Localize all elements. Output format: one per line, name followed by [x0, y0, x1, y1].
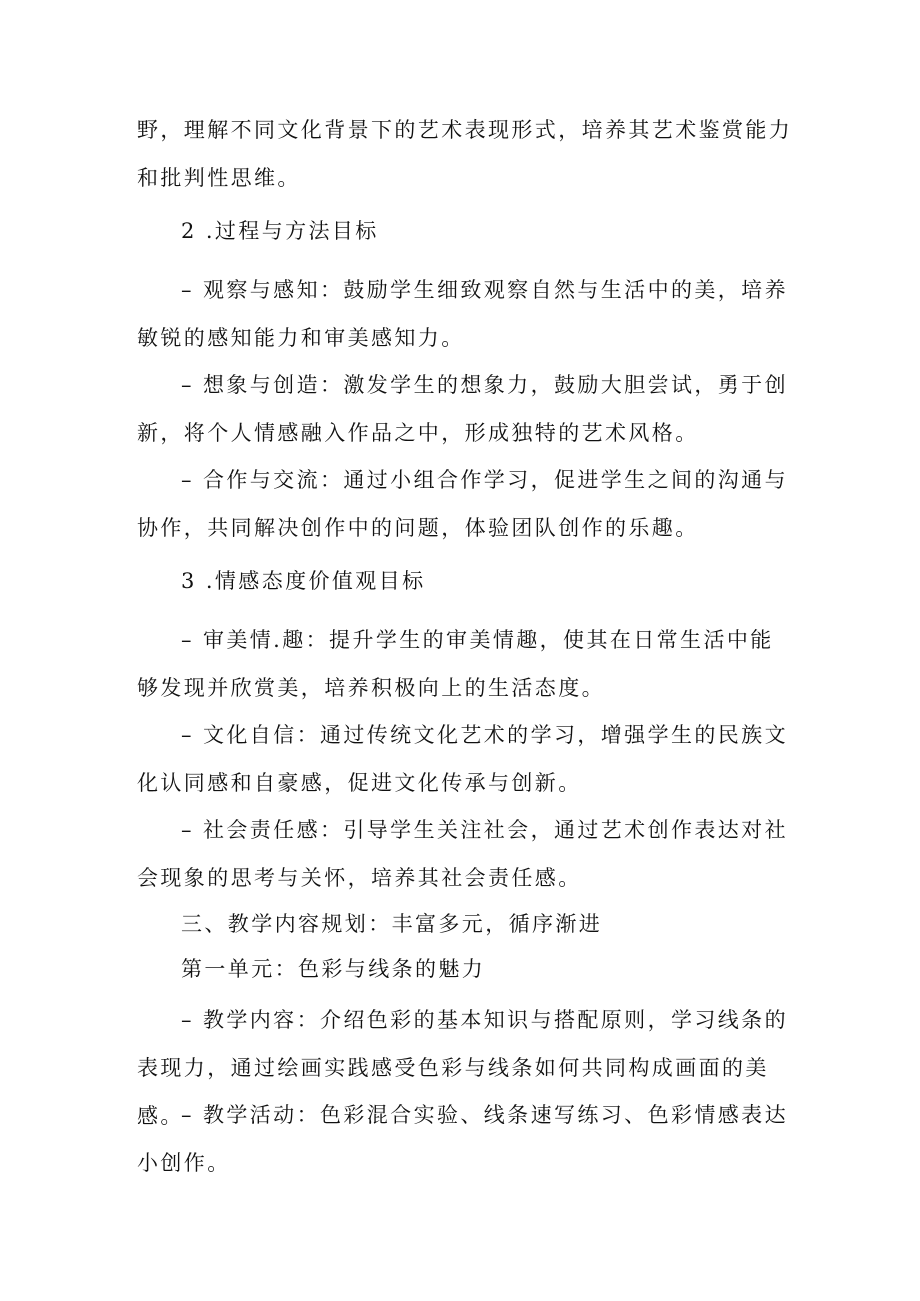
section-heading-teaching-content-plan: 三、教学内容规划：丰富多元，循序渐进	[181, 912, 603, 936]
paragraph-teaching-activities: – 教学活动：色彩混合实验、线条速写练习、色彩情感表达小创作。	[137, 1103, 788, 1175]
paragraph-art-appreciation-continued: 野，理解不同文化背景下的艺术表现形式，培养其艺术鉴赏能力和批判性思维。	[137, 118, 793, 190]
paragraph-teaching-content: – 教学内容：介绍色彩的基本知识与搭配原则，学习线条的表现力，通过绘画实践感受色彩与线条如何共同构成画面的美感。	[137, 1008, 788, 1128]
paragraph-cooperate-communicate: – 合作与交流：通过小组合作学习，促进学生之间的沟通与协作，共同解决创作中的问题，体验团队创作的乐趣。	[137, 468, 788, 540]
heading-process-method-goals: 2 .过程与方法目标	[181, 219, 379, 243]
paragraph-cultural-confidence: – 文化自信：通过传统文化艺术的学习，增强学生的民族文化认同感和自豪感，促进文化传承与创新。	[137, 723, 788, 795]
paragraph-observe-perceive: – 观察与感知：鼓励学生细致观察自然与生活中的美，培养敏锐的感知能力和审美感知力。	[137, 278, 788, 350]
paragraph-aesthetic-taste: – 审美情.趣：提升学生的审美情趣，使其在日常生活中能够发现并欣赏美，培养积极向上的生活态度。	[137, 628, 774, 700]
paragraph-social-responsibility: – 社会责任感：引导学生关注社会，通过艺术创作表达对社会现象的思考与关怀，培养其社会责任感。	[137, 818, 788, 890]
unit-heading-color-and-line: 第一单元：色彩与线条的魅力	[181, 957, 486, 981]
paragraph-imagine-create: – 想象与创造：激发学生的想象力，鼓励大胆尝试，勇于创新，将个人情感融入作品之中，形成独特的艺术风格。	[137, 373, 788, 445]
heading-emotion-attitude-values-goals: 3 .情感态度价值观目标	[181, 569, 426, 593]
